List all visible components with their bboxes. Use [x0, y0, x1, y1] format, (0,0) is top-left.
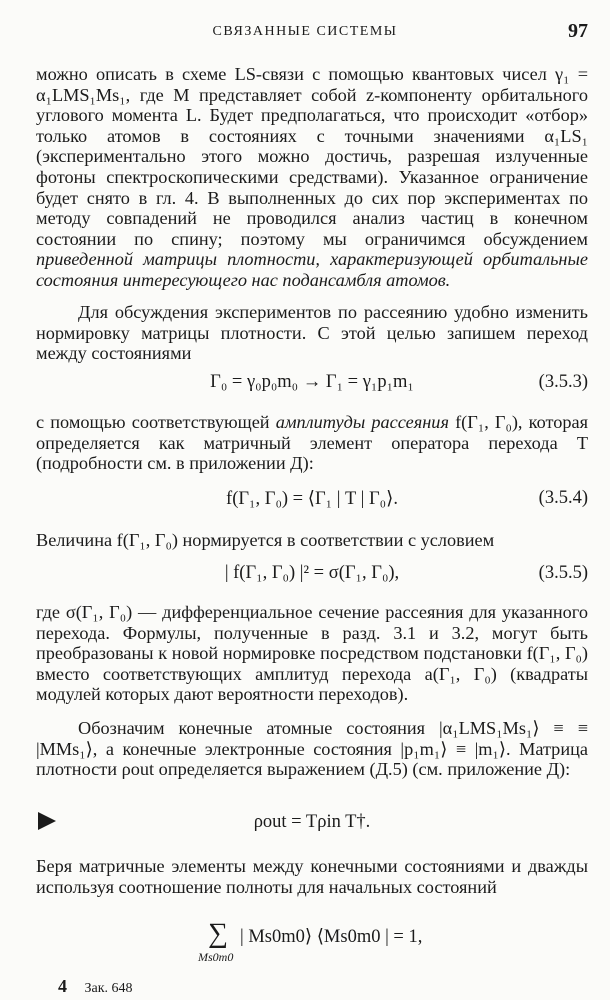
paragraph-7	[36, 856, 588, 897]
running-title: СВЯЗАННЫЕ СИСТЕМЫ	[212, 24, 398, 39]
equation-3-5-4	[36, 488, 588, 514]
paragraph-6-text: Обозначим конечные атомные состояния |α₁LMS₁Ms₁⟩ ≡ ≡ |MMs₁⟩, а конечные электронные состояния |p₁m₁⟩ ≡ |m₁⟩. Матрица плотности ρout определяется выражением (Д.5) (см. приложение Д):	[36, 718, 588, 780]
equation-formula: | Ms0m0⟩ ⟨Ms0m0 | = 1,	[240, 927, 423, 947]
page-number: 97	[568, 20, 588, 42]
paragraph-2	[36, 302, 588, 364]
paragraph-3-text-b: f(Γ₁, Γ₀), которая определяется как матричный элемент оператора перехода T (подробности см. в приложении Д):	[36, 412, 589, 474]
paragraph-5-text: где σ(Γ₁, Γ₀) — дифференциальное сечение рассеяния для указанного перехода. Формулы, полученные в разд. 3.1 и 3.2, могут быть преобразованы к новой нормировке посредством подстановки f(Γ₁, Γ₀) вместо соответствующих амплитуд перехода a(Γ₁, Γ₀) (квадраты модулей которых дают вероятности переходов).	[36, 602, 588, 705]
equation-formula: ρout = Tρin T†.	[253, 812, 371, 832]
equation-number: (3.5.4)	[538, 488, 588, 508]
equation-number: (3.5.3)	[538, 372, 588, 392]
paragraph-1-italic: приведенной матрицы плотности, характеризующей орбитальные состояния интересующего нас подансамбля атомов.	[36, 249, 588, 290]
paragraph-1-text: можно описать в схеме LS-связи с помощью квантовых чисел γ₁ = α₁LMS₁Ms₁, где M представляет собой z-компоненту орбитального углового момента L. Будет предполагаться, что происходит «отбор» только атомов в состояниях с точными значениями α₁LS₁ (экспериментально этого можно достичь, разрешая излученные фотоны спектроскопическими средствами). Указанное ограничение будет снято в гл. 4. В выполненных до сих пор экспериментах по методу совпадений не проводился анализ частиц в конечном состоянии по спину; поэтому мы ограничимся обсуждением	[36, 64, 588, 249]
print-order: Зак. 648	[84, 981, 133, 996]
paragraph-3-text-a: с помощью соответствующей	[36, 412, 276, 432]
equation-completeness	[190, 918, 430, 968]
sum-index: Ms0m0	[198, 950, 234, 964]
paragraph-1	[36, 64, 588, 291]
paragraph-6	[36, 718, 588, 780]
footer	[58, 976, 133, 997]
paragraph-3-italic: амплитуды рассеяния	[275, 412, 449, 432]
paragraph-5	[36, 602, 588, 705]
equation-3-5-5	[36, 563, 588, 589]
paragraph-2-text: Для обсуждения экспериментов по рассеянию удобно изменить нормировку матрицы плотности. С этой целью запишем переход между состояниями	[36, 302, 588, 364]
paragraph-3	[36, 412, 588, 474]
signature-mark: 4	[58, 976, 67, 996]
equation-formula: | f(Γ₁, Γ₀) |² = σ(Γ₁, Γ₀),	[224, 563, 400, 583]
equation-number: (3.5.5)	[538, 563, 588, 583]
sum-symbol: ∑	[208, 918, 228, 949]
equation-rho-out	[36, 812, 588, 838]
equation-3-5-3	[36, 372, 588, 398]
equation-formula: f(Γ₁, Γ₀) = ⟨Γ₁ | T | Γ₀⟩.	[226, 489, 398, 509]
paragraph-7-text: Беря матричные элементы между конечными состояниями и дважды используя соотношение полноты для начальных состояний	[36, 856, 588, 897]
running-header	[0, 20, 610, 44]
equation-formula: Γ₀ = γ₀p₀m₀ → Γ₁ = γ₁p₁m₁	[210, 372, 414, 392]
paragraph-4-text: Величина f(Γ₁, Γ₀) нормируется в соответствии с условием	[36, 530, 495, 550]
paragraph-4	[36, 530, 588, 551]
